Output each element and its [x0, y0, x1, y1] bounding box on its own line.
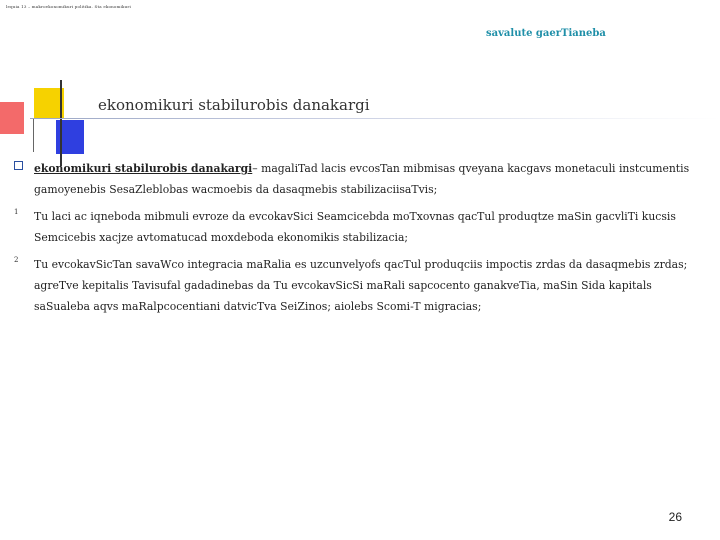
content-list [14, 158, 710, 323]
item-number: 1 [14, 208, 19, 216]
decor-red-square [0, 102, 24, 134]
page-number: 26 [668, 510, 682, 524]
item-text: Tu evcokavSicTan savaWco integracia maRalia es uzcunvelyofs qacTul produqciis impoctis zrdas da dasaqmebis zrdas; agreTve kepitalis Tavisufal gadadinebas da Tu evcokavSicSi maRali sapcocento ganakveTia, maSin Sida kapitals saSualeba aqvs maRalpcocentiani datvicTva SeiZinos; aiolebs Scomi-T migracias; [34, 258, 688, 313]
item-term: ekonomikuri stabilurobis danakargi [34, 162, 253, 175]
item-paragraph [34, 206, 710, 248]
item-text: Tu laci ac iqneboda mibmuli evroze da evcokavSici Seamcicebda moTxovnas qacTul produqtze maSin gacvliTi kucsis Semcicebis xacjze avtomatucad moxdeboda ekonomikis stabilizacia; [34, 210, 676, 244]
list-item [14, 158, 710, 200]
header-text: lequia 13 – makroekonomikuri politika. Sta ekonomikuri [6, 4, 132, 9]
item-paragraph [34, 158, 710, 200]
list-item [14, 254, 710, 317]
decor-vertical-line [60, 80, 62, 166]
checkbox-bullet-icon [14, 161, 23, 170]
decor-horizontal-line [30, 118, 720, 119]
item-number: 2 [14, 256, 19, 264]
item-text: – magaliTad lacis evcosTan mibmisas qveyana kacgavs monetaculi instcumentis gamoyenebis SesaZleblobas wacmoebis da dasaqmebis stabilizaciisaTvis; [34, 162, 690, 196]
slide-title: ekonomikuri stabilurobis danakargi [98, 96, 370, 114]
item-paragraph [34, 254, 710, 317]
list-item [14, 206, 710, 248]
subject-title: savalute gaerTianeba [486, 28, 606, 39]
decor-vertical-line-secondary [33, 118, 34, 152]
